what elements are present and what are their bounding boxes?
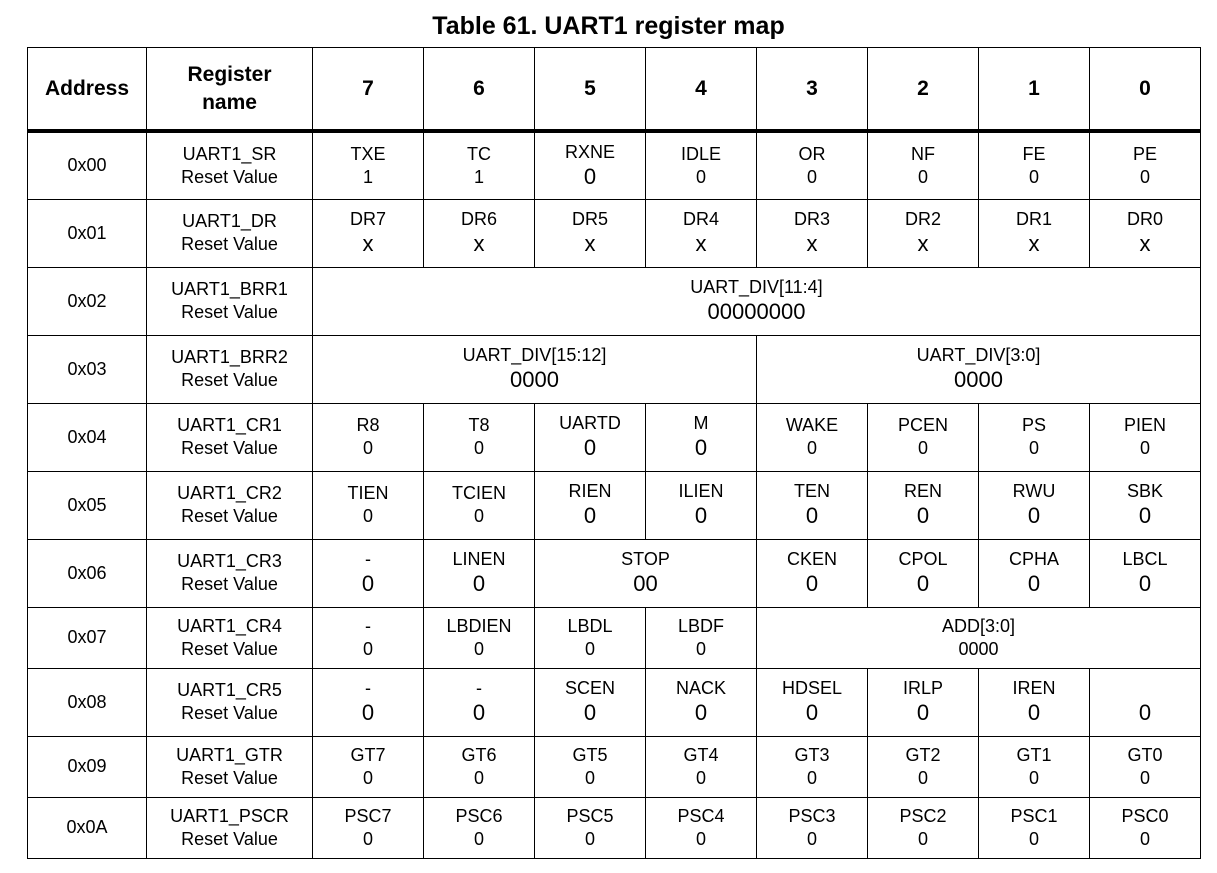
bit-reset-value: 0 (1138, 700, 1152, 725)
bit-reset-value: 0 (1139, 767, 1150, 788)
bit-name: PSC6 (455, 805, 503, 826)
bit-cell (979, 131, 1090, 199)
bit-reset-value: 0 (806, 166, 817, 187)
bit-cell (1090, 403, 1201, 471)
bit-reset-value: 0 (362, 828, 373, 849)
bit-reset-value: 0 (805, 571, 819, 596)
bit-name: PSC2 (899, 805, 947, 826)
bit-name: DR3 (793, 209, 830, 229)
bit-field-cell (757, 335, 1201, 403)
bit-cell (979, 471, 1090, 539)
bit-reset-value: x (695, 231, 707, 256)
bit-reset-value: 0 (806, 828, 817, 849)
reset-value-label: Reset Value (181, 767, 278, 788)
bit-reset-value: 0 (917, 166, 928, 187)
bit-cell (424, 607, 535, 668)
bit-name: FE (1022, 143, 1046, 164)
bit-reset-value: 0 (805, 700, 819, 725)
register-address: 0x09 (28, 736, 147, 797)
bit-cell (757, 539, 868, 607)
bit-name: ILIEN (678, 481, 724, 501)
bit-name: SBK (1126, 481, 1164, 501)
bit-reset-value: x (917, 231, 929, 256)
bit-name: DR2 (904, 209, 941, 229)
bit-name: GT2 (905, 744, 941, 765)
reset-value-label: Reset Value (181, 166, 278, 187)
bit-cell (313, 539, 424, 607)
reset-value-label: Reset Value (181, 370, 278, 390)
bit-reset-value: 0 (695, 166, 706, 187)
bit-name: LBDIEN (446, 615, 512, 636)
bit-cell (535, 736, 646, 797)
bit-cell (979, 539, 1090, 607)
table-row (28, 797, 1201, 858)
bit-reset-value: 00000000 (707, 299, 806, 324)
bit-reset-value: 0 (583, 700, 597, 725)
bit-reset-value: 0 (584, 828, 595, 849)
bit-cell (313, 797, 424, 858)
bit-reset-value: 0 (805, 503, 819, 528)
bit-cell (535, 199, 646, 267)
bit-reset-value: 0 (362, 438, 373, 458)
bit-name: DR5 (571, 209, 608, 229)
header-bit-0: 0 (1090, 48, 1201, 132)
register-name-cell (147, 403, 313, 471)
bit-cell (646, 668, 757, 736)
table-row (28, 607, 1201, 668)
bit-reset-value: 0 (472, 571, 486, 596)
bit-name: LINEN (452, 549, 506, 569)
bit-name: - (476, 678, 482, 698)
bit-cell (424, 471, 535, 539)
header-register-name (147, 48, 313, 132)
bit-name: IDLE (680, 143, 722, 164)
bit-reset-value: 0 (806, 438, 817, 458)
bit-reset-value: 0 (473, 767, 484, 788)
bit-name: PE (1132, 143, 1157, 164)
bit-name: GT0 (1127, 744, 1163, 765)
register-name-cell (147, 267, 313, 335)
header-bit-4: 4 (646, 48, 757, 132)
bit-cell (313, 736, 424, 797)
bit-name: GT7 (350, 744, 386, 765)
bit-reset-value: 0 (1027, 571, 1041, 596)
bit-field-cell (313, 335, 757, 403)
bit-name: TIEN (347, 483, 389, 503)
bit-cell (868, 199, 979, 267)
bit-cell (313, 471, 424, 539)
register-name: UART1_CR5 (177, 680, 282, 700)
bit-name: GT5 (572, 744, 608, 765)
bit-name (1090, 677, 1200, 699)
reset-value-label: Reset Value (181, 703, 278, 723)
bit-name: CKEN (786, 549, 837, 569)
bit-reset-value: 0 (916, 503, 930, 528)
bit-cell (1090, 539, 1201, 607)
bit-name: R8 (356, 415, 380, 435)
bit-name: DR1 (1015, 209, 1052, 229)
register-name-cell (147, 736, 313, 797)
bit-name: RXNE (564, 141, 615, 162)
register-name-cell (147, 471, 313, 539)
bit-name: UART_DIV[3:0] (916, 345, 1041, 365)
bit-cell (313, 607, 424, 668)
bit-name: GT4 (683, 744, 719, 765)
bit-cell (868, 539, 979, 607)
bit-name: M (693, 413, 709, 433)
bit-reset-value: 0 (695, 828, 706, 849)
table-title: Table 61. UART1 register map (432, 12, 785, 40)
bit-cell (979, 797, 1090, 858)
bit-reset-value: x (362, 231, 374, 256)
header-register-line1: Register (187, 62, 272, 86)
header-bit-5: 5 (535, 48, 646, 132)
bit-cell (757, 668, 868, 736)
register-name: UART1_CR3 (177, 551, 282, 571)
bit-reset-value: 0 (916, 700, 930, 725)
bit-reset-value: 0 (473, 438, 484, 458)
bit-reset-value: 0 (583, 435, 597, 460)
register-address: 0x04 (28, 403, 147, 471)
bit-reset-value: 0000 (510, 367, 559, 392)
bit-reset-value: 0 (1028, 166, 1039, 187)
register-name: UART1_GTR (176, 744, 283, 765)
bit-name: UART_DIV[15:12] (462, 345, 607, 365)
bit-reset-value: 0 (1139, 828, 1150, 849)
bit-reset-value: 00 (633, 571, 658, 596)
bit-reset-value: 0 (917, 767, 928, 788)
bit-reset-value: 0 (362, 506, 373, 526)
bit-name: LBCL (1122, 549, 1168, 569)
bit-reset-value: 0 (361, 700, 375, 725)
bit-cell (424, 403, 535, 471)
register-name: UART1_DR (182, 211, 277, 231)
bit-cell (868, 403, 979, 471)
bit-reset-value: 0 (583, 503, 597, 528)
bit-cell (535, 668, 646, 736)
bit-name: UARTD (559, 413, 621, 433)
bit-cell (757, 797, 868, 858)
table-row (28, 668, 1201, 736)
bit-reset-value: 0 (361, 571, 375, 596)
bit-reset-value: 0 (1028, 438, 1039, 458)
bit-name: T8 (468, 415, 490, 435)
bit-reset-value: 0000 (958, 638, 999, 659)
bit-cell (979, 668, 1090, 736)
bit-reset-value: 1 (362, 166, 373, 187)
bit-field-cell (313, 267, 1201, 335)
bit-cell (868, 471, 979, 539)
bit-name: PSC3 (788, 805, 836, 826)
register-address: 0x0A (28, 797, 147, 858)
reset-value-label: Reset Value (181, 828, 278, 849)
bit-cell (313, 131, 424, 199)
register-name-cell (147, 668, 313, 736)
register-map-table (27, 47, 1201, 859)
bit-reset-value: 0 (694, 700, 708, 725)
reset-value-label: Reset Value (181, 506, 278, 526)
bit-name: NF (911, 143, 935, 164)
bit-name: TCIEN (452, 483, 506, 503)
bit-cell (979, 736, 1090, 797)
bit-name: GT3 (794, 744, 830, 765)
register-name: UART1_CR4 (177, 615, 282, 636)
reset-value-label: Reset Value (181, 234, 278, 254)
bit-cell (1090, 131, 1201, 199)
bit-name: TC (467, 143, 491, 164)
bit-reset-value: 0 (584, 638, 595, 659)
bit-reset-value: 0 (917, 828, 928, 849)
register-name-cell (147, 131, 313, 199)
register-address: 0x08 (28, 668, 147, 736)
bit-cell (424, 797, 535, 858)
bit-name: RWU (1012, 481, 1056, 501)
bit-cell (757, 131, 868, 199)
header-address: Address (28, 48, 147, 132)
bit-cell (424, 668, 535, 736)
register-address: 0x02 (28, 267, 147, 335)
bit-reset-value: 0 (694, 435, 708, 460)
table-row (28, 267, 1201, 335)
bit-name: PIEN (1123, 415, 1166, 435)
bit-name: CPOL (898, 549, 948, 569)
bit-cell (646, 736, 757, 797)
bit-name: IREN (1012, 678, 1056, 698)
table-row (28, 403, 1201, 471)
bit-name: PSC1 (1010, 805, 1058, 826)
bit-name: - (365, 615, 371, 636)
register-name: UART1_SR (182, 143, 277, 164)
bit-reset-value: 0 (473, 638, 484, 659)
bit-reset-value: 0 (1139, 166, 1150, 187)
bit-reset-value: 0 (583, 163, 597, 189)
bit-cell (646, 131, 757, 199)
reset-value-label: Reset Value (181, 574, 278, 594)
bit-name: RIEN (568, 481, 612, 501)
bit-name: UART_DIV[11:4] (690, 277, 823, 297)
bit-reset-value: 0 (694, 503, 708, 528)
bit-reset-value: x (806, 231, 818, 256)
table-row (28, 131, 1201, 199)
bit-name: REN (903, 481, 942, 501)
bit-cell (1090, 199, 1201, 267)
register-name-cell (147, 797, 313, 858)
bit-reset-value: 0 (1028, 767, 1039, 788)
register-name-cell (147, 539, 313, 607)
bit-name: ADD[3:0] (941, 615, 1016, 636)
bit-cell (424, 199, 535, 267)
bit-cell (646, 797, 757, 858)
bit-cell (535, 797, 646, 858)
bit-reset-value: x (1139, 231, 1151, 256)
register-address: 0x01 (28, 199, 147, 267)
bit-name: PSC0 (1121, 805, 1169, 826)
bit-name: DR4 (682, 209, 719, 229)
bit-name: TXE (350, 143, 386, 164)
bit-reset-value: x (473, 231, 485, 256)
bit-name: PCEN (897, 415, 948, 435)
bit-cell (757, 471, 868, 539)
bit-reset-value: 0 (362, 767, 373, 788)
bit-name: PSC5 (566, 805, 614, 826)
header-bit-6: 6 (424, 48, 535, 132)
reset-value-label: Reset Value (181, 638, 278, 659)
bit-reset-value: 0 (473, 506, 484, 526)
bit-reset-value: 0 (584, 767, 595, 788)
bit-cell (646, 607, 757, 668)
bit-name: SCEN (564, 678, 615, 698)
bit-reset-value: 0 (695, 638, 706, 659)
bit-name: GT6 (461, 744, 497, 765)
bit-reset-value: 0 (473, 828, 484, 849)
bit-reset-value: 0 (1139, 438, 1150, 458)
bit-cell (1090, 736, 1201, 797)
bit-cell (535, 471, 646, 539)
bit-reset-value: 0 (916, 571, 930, 596)
bit-reset-value: 0 (362, 638, 373, 659)
bit-cell (424, 736, 535, 797)
bit-cell (313, 668, 424, 736)
bit-reset-value: 0 (1138, 571, 1152, 596)
bit-name: STOP (621, 549, 670, 569)
bit-cell (424, 539, 535, 607)
bit-cell (535, 131, 646, 199)
bit-cell (868, 797, 979, 858)
bit-reset-value: 0 (472, 700, 486, 725)
register-address: 0x07 (28, 607, 147, 668)
bit-cell (757, 736, 868, 797)
table-row (28, 199, 1201, 267)
register-name: UART1_CR1 (177, 415, 282, 435)
bit-name: DR6 (460, 209, 497, 229)
header-bit-7: 7 (313, 48, 424, 132)
table-row (28, 335, 1201, 403)
table-row (28, 471, 1201, 539)
bit-name: - (365, 678, 371, 698)
bit-reset-value: 1 (473, 166, 484, 187)
header-row (28, 48, 1201, 132)
bit-name: CPHA (1008, 549, 1059, 569)
register-address: 0x03 (28, 335, 147, 403)
bit-cell (313, 403, 424, 471)
bit-name: GT1 (1016, 744, 1052, 765)
bit-reset-value: 0 (917, 438, 928, 458)
bit-name: DR0 (1126, 209, 1163, 229)
bit-name: PSC7 (344, 805, 392, 826)
bit-name: LBDF (677, 615, 724, 636)
bit-reset-value: 0 (806, 767, 817, 788)
reset-value-label: Reset Value (181, 438, 278, 458)
bit-cell (424, 131, 535, 199)
bit-reset-value: 0 (1027, 700, 1041, 725)
header-bit-1: 1 (979, 48, 1090, 132)
bit-name: OR (798, 143, 826, 164)
bit-reset-value: x (584, 231, 596, 256)
bit-cell (535, 607, 646, 668)
register-name-cell (147, 199, 313, 267)
register-name: UART1_BRR2 (171, 347, 288, 367)
bit-cell (868, 736, 979, 797)
bit-cell (646, 199, 757, 267)
register-name: UART1_CR2 (177, 483, 282, 503)
bit-reset-value: 0000 (954, 367, 1003, 392)
bit-reset-value: 0 (1138, 503, 1152, 528)
bit-cell (1090, 668, 1201, 736)
bit-name: LBDL (567, 615, 613, 636)
bit-reset-value: x (1028, 231, 1040, 256)
bit-cell (535, 403, 646, 471)
bit-name: PSC4 (677, 805, 725, 826)
register-name-cell (147, 607, 313, 668)
bit-name: TEN (794, 481, 830, 501)
bit-reset-value: 0 (695, 767, 706, 788)
table-row (28, 736, 1201, 797)
header-register-line2: name (202, 90, 257, 114)
bit-field-cell (535, 539, 757, 607)
register-name-cell (147, 335, 313, 403)
bit-name: - (365, 549, 371, 569)
bit-field-cell (757, 607, 1201, 668)
bit-name: PS (1021, 415, 1046, 435)
register-name: UART1_PSCR (170, 805, 289, 826)
bit-name: WAKE (785, 415, 839, 435)
bit-cell (979, 199, 1090, 267)
bit-cell (757, 199, 868, 267)
bit-cell (646, 471, 757, 539)
register-address: 0x00 (28, 131, 147, 199)
bit-name: NACK (675, 678, 726, 698)
bit-reset-value: 0 (1027, 503, 1041, 528)
table-row (28, 539, 1201, 607)
bit-reset-value: 0 (1028, 828, 1039, 849)
bit-cell (313, 199, 424, 267)
bit-cell (979, 403, 1090, 471)
header-bit-3: 3 (757, 48, 868, 132)
register-address: 0x06 (28, 539, 147, 607)
bit-cell (1090, 797, 1201, 858)
bit-cell (757, 403, 868, 471)
reset-value-label: Reset Value (181, 302, 278, 322)
bit-name: DR7 (349, 209, 386, 229)
bit-cell (1090, 471, 1201, 539)
header-bit-2: 2 (868, 48, 979, 132)
register-address: 0x05 (28, 471, 147, 539)
bit-cell (646, 403, 757, 471)
bit-name: HDSEL (781, 678, 843, 698)
register-name: UART1_BRR1 (171, 279, 288, 299)
bit-name: IRLP (902, 678, 944, 698)
bit-cell (868, 668, 979, 736)
bit-cell (868, 131, 979, 199)
